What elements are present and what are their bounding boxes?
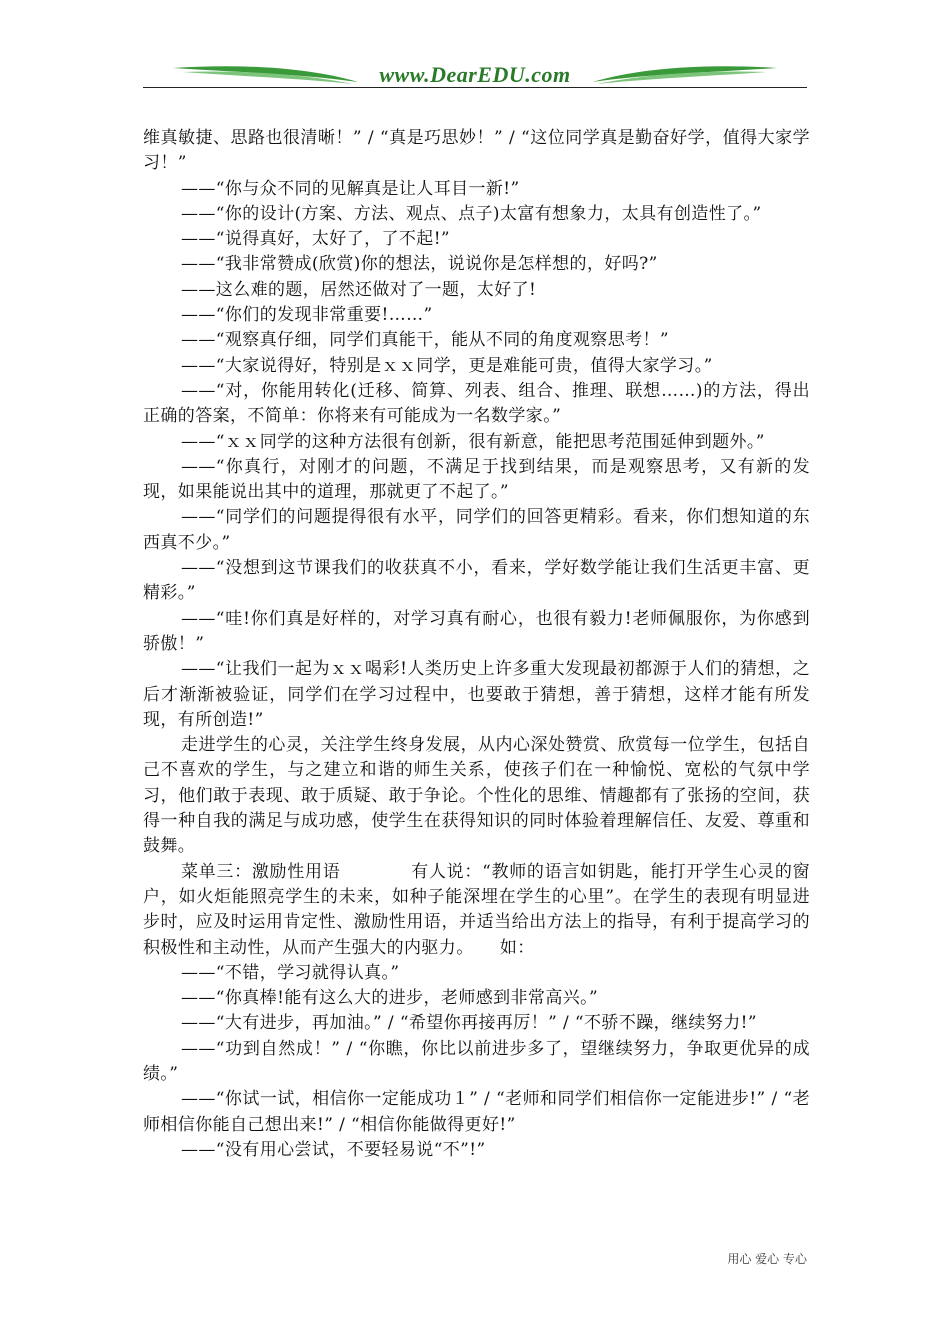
paragraph: ——“没想到这节课我们的收获真不小，看来，学好数学能让我们生活更丰富、更精彩。”: [143, 558, 810, 604]
paragraph: ——“你试一试，相信你一定能成功１” / “老师和同学们相信你一定能进步!” / “老师相信你能自己想出来!” / “相信你能做得更好!”: [143, 1089, 810, 1135]
paragraph: ——“你与众不同的见解真是让人耳目一新!”: [181, 178, 520, 199]
paragraph: ——“让我们一起为ｘｘ喝彩!人类历史上许多重大发现最初都源于人们的猜想，之后才渐渐被验证，同学们在学习过程中，也要敢于猜想，善于猜想，这样才能有所发现，有所创造!”: [143, 659, 810, 730]
paragraph: ——“观察真仔细，同学们真能干，能从不同的角度观察思考！”: [181, 330, 669, 351]
paragraph: ——“哇!你们真是好样的，对学习真有耐心，也很有毅力!老师佩服你，为你感到骄傲！”: [143, 608, 810, 654]
paragraph: ——“你真棒!能有这么大的进步，老师感到非常高兴。”: [181, 988, 599, 1009]
paragraph: 菜单三：激励性用语 有人说：“教师的语言如钥匙，能打开学生心灵的窗户，如火炬能照亮学生的未来，如种子能深埋在学生的心里”。在学生的表现有明显进步时，应及时运用肯定性、激励性用语，并适当给出方法上的指导，有利于提高学习的积极性和主动性，从而产生强大的内驱力。 如：: [143, 861, 810, 958]
paragraph: ——“你真行，对刚才的问题，不满足于找到结果，而是观察思考，又有新的发现，如果能说出其中的道理，那就更了不起了。”: [143, 456, 810, 503]
paragraph: 走进学生的心灵，关注学生终身发展，从内心深处赞赏、欣赏每一位学生，包括自己不喜欢的学生，与之建立和谐的师生关系，使孩子们在一种愉悦、宽松的气氛中学习，他们敢于表现、敢于质疑、敢于争论。个性化的思维、情趣都有了张扬的空间，获得一种自我的满足与成功感，使学生在获得知识的同时体验着理解信任、友爱、尊重和鼓舞。: [143, 735, 810, 857]
paragraph: ——“我非常赞成(欣赏)你的想法，说说你是怎样想的，好吗?”: [181, 254, 658, 275]
paragraph: ——“对，你能用转化(迁移、简算、列表、组合、推理、联想……)的方法，得出正确的答案，不简单：你将来有可能成为一名数学家。”: [143, 380, 810, 427]
paragraph: ——“说得真好，太好了，了不起!”: [181, 229, 451, 250]
site-url[interactable]: www.DearEDU.com: [379, 62, 571, 87]
footer-text: 用心 爱心 专心: [727, 1252, 807, 1266]
paragraph: ——“同学们的问题提得很有水平，同学们的回答更精彩。看来，你们想知道的东西真不少。”: [143, 507, 810, 553]
paragraph: ——“你们的发现非常重要!……”: [181, 305, 433, 326]
document-body: [143, 126, 810, 1163]
paragraph: 维真敏捷、思路也很清晰！” / “真是巧思妙！” / “这位同学真是勤奋好学，值得大家学习！”: [143, 128, 810, 174]
paragraph: ——“没有用心尝试，不要轻易说“不”!”: [181, 1139, 486, 1160]
page-header: [143, 56, 807, 92]
paragraph: ——“不错，学习就得认真。”: [181, 962, 400, 983]
paragraph: ——“你的设计(方案、方法、观点、点子)太富有想象力，太具有创造性了。”: [181, 203, 762, 224]
paragraph: ——“ｘｘ同学的这种方法很有创新，很有新意，能把思考范围延伸到题外。”: [181, 431, 765, 452]
paragraph: ——“大有进步，再加油。” / “希望你再接再厉！” / “不骄不躁，继续努力!”: [181, 1013, 757, 1034]
paragraph: ——这么难的题，居然还做对了一题，太好了!: [181, 279, 537, 300]
header-rule: [143, 87, 807, 88]
paragraph: ——“功到自然成！” / “你瞧，你比以前进步多了，望继续努力，争取更优异的成绩。”: [143, 1038, 810, 1084]
paragraph: ——“大家说得好，特别是ｘｘ同学，更是难能可贵，值得大家学习。”: [181, 355, 713, 376]
